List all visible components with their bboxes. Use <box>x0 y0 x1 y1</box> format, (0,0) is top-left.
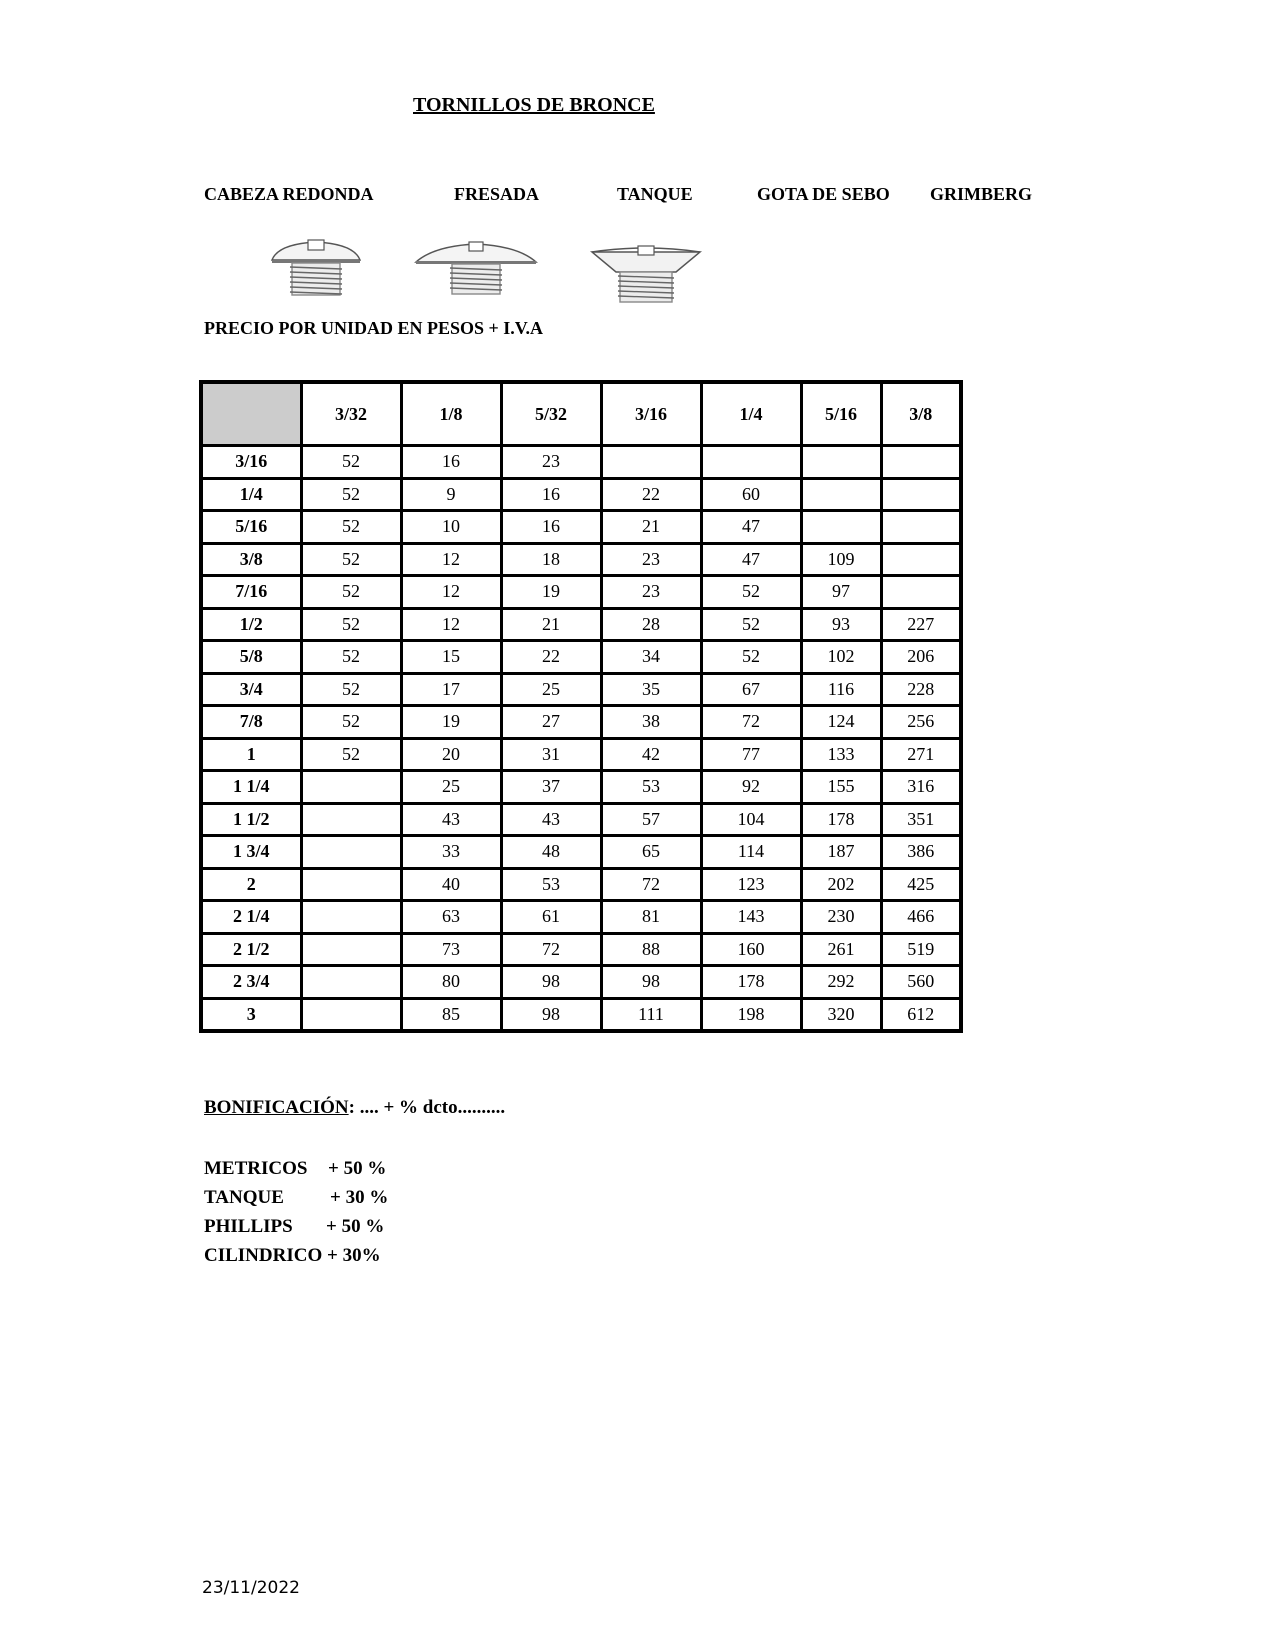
price-cell: 31 <box>501 738 601 771</box>
surcharge-value: + 50 % <box>326 1216 385 1237</box>
price-cell: 351 <box>881 803 961 836</box>
bonificacion-label: BONIFICACIÓN <box>204 1097 349 1118</box>
column-header: 1/4 <box>701 382 801 446</box>
price-cell: 187 <box>801 836 881 869</box>
price-cell <box>301 901 401 934</box>
price-cell: 52 <box>301 576 401 609</box>
price-cell: 40 <box>401 868 501 901</box>
column-header: 5/32 <box>501 382 601 446</box>
price-cell: 227 <box>881 608 961 641</box>
price-cell: 12 <box>401 576 501 609</box>
price-cell: 111 <box>601 998 701 1031</box>
price-cell <box>301 998 401 1031</box>
surcharge-name: TANQUE <box>204 1187 284 1208</box>
price-cell: 57 <box>601 803 701 836</box>
price-cell: 52 <box>301 706 401 739</box>
countersunk-screw-icon <box>414 236 538 303</box>
price-cell: 17 <box>401 673 501 706</box>
table-row <box>201 868 961 901</box>
price-cell: 72 <box>701 706 801 739</box>
price-cell: 228 <box>881 673 961 706</box>
price-cell: 16 <box>501 478 601 511</box>
price-cell: 60 <box>701 478 801 511</box>
column-header: 3/8 <box>881 382 961 446</box>
tank-screw-icon <box>590 236 702 311</box>
price-cell: 53 <box>601 771 701 804</box>
table-row <box>201 478 961 511</box>
price-cell: 77 <box>701 738 801 771</box>
price-cell: 124 <box>801 706 881 739</box>
head-type-gota-de-sebo: GOTA DE SEBO <box>757 184 890 204</box>
table-row <box>201 511 961 544</box>
table-row <box>201 543 961 576</box>
price-cell: 21 <box>601 511 701 544</box>
price-cell: 155 <box>801 771 881 804</box>
table-row <box>201 901 961 934</box>
price-table <box>199 380 963 1033</box>
price-cell: 52 <box>301 673 401 706</box>
price-cell: 102 <box>801 641 881 674</box>
price-cell: 52 <box>301 738 401 771</box>
price-cell <box>881 543 961 576</box>
surcharge-item <box>204 1241 381 1270</box>
price-cell: 206 <box>881 641 961 674</box>
price-cell <box>881 478 961 511</box>
price-cell: 256 <box>881 706 961 739</box>
price-cell: 33 <box>401 836 501 869</box>
bonificacion-line <box>204 1097 505 1119</box>
price-cell: 16 <box>401 446 501 479</box>
price-cell: 466 <box>881 901 961 934</box>
price-cell: 23 <box>501 446 601 479</box>
price-cell: 67 <box>701 673 801 706</box>
table-row <box>201 641 961 674</box>
table-corner-cell <box>201 382 301 446</box>
table-row <box>201 706 961 739</box>
surcharge-name: PHILLIPS <box>204 1216 293 1237</box>
price-cell: 178 <box>801 803 881 836</box>
row-header: 1/4 <box>201 478 301 511</box>
column-header: 3/16 <box>601 382 701 446</box>
row-header: 1/2 <box>201 608 301 641</box>
price-cell: 27 <box>501 706 601 739</box>
price-cell: 21 <box>501 608 601 641</box>
row-header: 3/16 <box>201 446 301 479</box>
head-type-cabeza-redonda: CABEZA REDONDA <box>204 184 374 204</box>
table-row <box>201 933 961 966</box>
row-header: 5/16 <box>201 511 301 544</box>
table-row <box>201 998 961 1031</box>
price-cell: 65 <box>601 836 701 869</box>
price-cell: 63 <box>401 901 501 934</box>
price-cell: 104 <box>701 803 801 836</box>
price-cell <box>601 446 701 479</box>
price-cell: 114 <box>701 836 801 869</box>
price-cell: 52 <box>301 446 401 479</box>
row-header: 7/8 <box>201 706 301 739</box>
surcharge-name: METRICOS <box>204 1158 308 1179</box>
price-cell: 316 <box>881 771 961 804</box>
price-cell: 143 <box>701 901 801 934</box>
price-cell: 261 <box>801 933 881 966</box>
price-cell: 73 <box>401 933 501 966</box>
price-cell: 271 <box>881 738 961 771</box>
price-cell <box>801 511 881 544</box>
price-cell: 202 <box>801 868 881 901</box>
price-cell <box>301 836 401 869</box>
price-cell: 612 <box>881 998 961 1031</box>
surcharge-item <box>204 1154 387 1183</box>
table-row <box>201 446 961 479</box>
price-cell: 292 <box>801 966 881 999</box>
price-cell: 52 <box>701 608 801 641</box>
price-cell <box>301 868 401 901</box>
surcharge-value: + 30 % <box>330 1187 389 1208</box>
price-label: PRECIO POR UNIDAD EN PESOS + I.V.A <box>204 318 543 338</box>
price-cell: 43 <box>401 803 501 836</box>
row-header: 5/8 <box>201 641 301 674</box>
price-cell: 22 <box>601 478 701 511</box>
price-cell: 81 <box>601 901 701 934</box>
price-cell: 23 <box>601 543 701 576</box>
price-cell <box>881 576 961 609</box>
row-header: 2 <box>201 868 301 901</box>
price-cell: 35 <box>601 673 701 706</box>
row-header: 7/16 <box>201 576 301 609</box>
table-row <box>201 771 961 804</box>
price-cell: 386 <box>881 836 961 869</box>
price-cell: 28 <box>601 608 701 641</box>
price-cell: 133 <box>801 738 881 771</box>
table-row <box>201 966 961 999</box>
column-header: 1/8 <box>401 382 501 446</box>
price-cell: 16 <box>501 511 601 544</box>
price-cell <box>301 771 401 804</box>
price-cell: 52 <box>301 511 401 544</box>
table-row <box>201 738 961 771</box>
head-type-fresada: FRESADA <box>454 184 540 204</box>
table-row <box>201 803 961 836</box>
price-cell <box>801 446 881 479</box>
row-header: 2 1/2 <box>201 933 301 966</box>
price-cell: 519 <box>881 933 961 966</box>
price-cell: 97 <box>801 576 881 609</box>
price-cell: 52 <box>701 641 801 674</box>
price-cell: 52 <box>301 608 401 641</box>
price-cell: 52 <box>301 543 401 576</box>
price-cell: 22 <box>501 641 601 674</box>
price-cell: 52 <box>701 576 801 609</box>
price-cell: 37 <box>501 771 601 804</box>
price-cell <box>301 933 401 966</box>
table-row <box>201 608 961 641</box>
round-head-screw-icon <box>268 236 364 303</box>
price-cell: 98 <box>501 966 601 999</box>
price-cell: 320 <box>801 998 881 1031</box>
row-header: 2 3/4 <box>201 966 301 999</box>
price-cell <box>301 803 401 836</box>
price-cell: 92 <box>701 771 801 804</box>
surcharge-list <box>204 1154 389 1270</box>
price-cell: 198 <box>701 998 801 1031</box>
surcharge-value: + 30% <box>327 1245 381 1266</box>
price-cell: 12 <box>401 608 501 641</box>
surcharge-value: + 50 % <box>328 1158 387 1179</box>
price-cell: 93 <box>801 608 881 641</box>
price-cell <box>881 511 961 544</box>
bonificacion-text: : .... + % dcto.......... <box>348 1097 506 1118</box>
price-cell: 34 <box>601 641 701 674</box>
head-type-tanque: TANQUE <box>617 184 693 204</box>
price-cell: 15 <box>401 641 501 674</box>
price-cell: 25 <box>401 771 501 804</box>
price-cell <box>801 478 881 511</box>
price-cell: 52 <box>301 641 401 674</box>
row-header: 1 1/4 <box>201 771 301 804</box>
price-cell: 61 <box>501 901 601 934</box>
price-cell <box>881 446 961 479</box>
row-header: 3 <box>201 998 301 1031</box>
price-cell: 560 <box>881 966 961 999</box>
price-cell <box>701 446 801 479</box>
price-cell: 19 <box>501 576 601 609</box>
price-cell: 10 <box>401 511 501 544</box>
price-cell: 72 <box>601 868 701 901</box>
surcharge-item <box>204 1183 389 1212</box>
price-cell <box>301 966 401 999</box>
price-cell: 98 <box>601 966 701 999</box>
price-cell: 47 <box>701 543 801 576</box>
price-cell: 80 <box>401 966 501 999</box>
head-type-grimberg: GRIMBERG <box>930 184 1033 204</box>
price-cell: 9 <box>401 478 501 511</box>
price-cell: 38 <box>601 706 701 739</box>
row-header: 2 1/4 <box>201 901 301 934</box>
row-header: 1 3/4 <box>201 836 301 869</box>
price-cell: 123 <box>701 868 801 901</box>
row-header: 3/4 <box>201 673 301 706</box>
document-title: TORNILLOS DE BRONCE <box>413 94 655 116</box>
surcharge-item <box>204 1212 385 1241</box>
price-cell: 72 <box>501 933 601 966</box>
table-body <box>201 446 961 1032</box>
price-cell: 25 <box>501 673 601 706</box>
row-header: 1 1/2 <box>201 803 301 836</box>
row-header: 3/8 <box>201 543 301 576</box>
price-cell: 48 <box>501 836 601 869</box>
price-cell: 42 <box>601 738 701 771</box>
price-cell: 12 <box>401 543 501 576</box>
price-cell: 53 <box>501 868 601 901</box>
price-cell: 230 <box>801 901 881 934</box>
price-cell: 47 <box>701 511 801 544</box>
row-header: 1 <box>201 738 301 771</box>
table-header-row <box>201 382 961 446</box>
price-cell: 116 <box>801 673 881 706</box>
document-date: 23/11/2022 <box>202 1578 300 1598</box>
price-cell: 85 <box>401 998 501 1031</box>
price-cell: 19 <box>401 706 501 739</box>
price-cell: 88 <box>601 933 701 966</box>
price-cell: 52 <box>301 478 401 511</box>
price-cell: 43 <box>501 803 601 836</box>
price-cell: 425 <box>881 868 961 901</box>
column-header: 3/32 <box>301 382 401 446</box>
table-row <box>201 836 961 869</box>
price-cell: 160 <box>701 933 801 966</box>
price-cell: 18 <box>501 543 601 576</box>
price-cell: 109 <box>801 543 881 576</box>
surcharge-name: CILINDRICO <box>204 1245 323 1266</box>
price-cell: 98 <box>501 998 601 1031</box>
table-row <box>201 576 961 609</box>
column-header: 5/16 <box>801 382 881 446</box>
price-cell: 178 <box>701 966 801 999</box>
table-row <box>201 673 961 706</box>
price-cell: 20 <box>401 738 501 771</box>
price-cell: 23 <box>601 576 701 609</box>
